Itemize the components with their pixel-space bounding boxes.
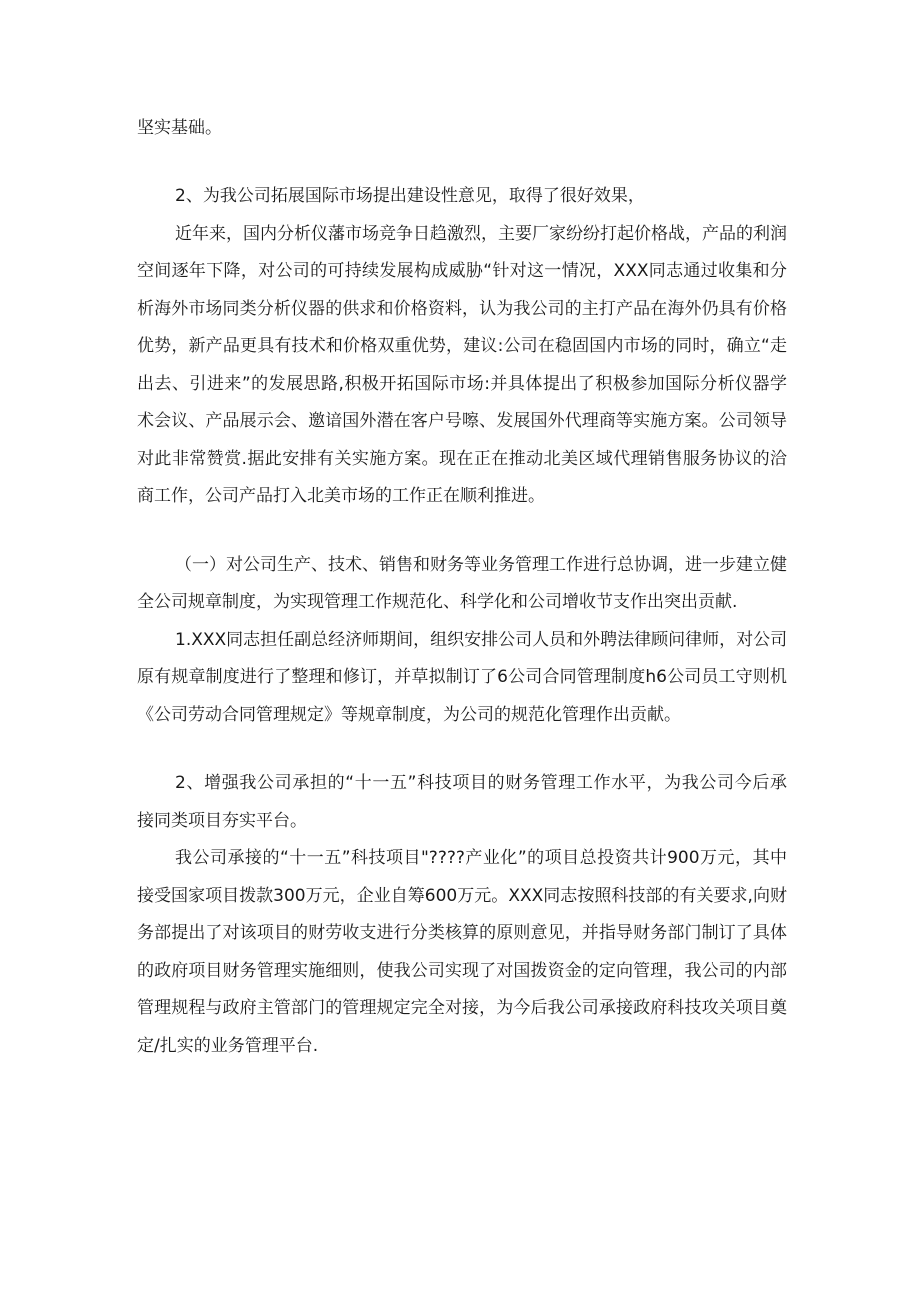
text-line: 务部提出了对该项目的财劳收支进行分类核算的原则意见，并指导财务部门制订了具体 <box>137 923 787 943</box>
text-line: 近年来，国内分析仪藩市场竞争日趋激烈，主要厂家纷纷打起价格战，产品的利润 <box>175 224 787 244</box>
text-line: 出去、引进来”的发展思路,积极开拓国际市场:并具体提出了积极参加国际分析仪器学 <box>137 374 787 394</box>
text-line: 析海外市场同类分析仪器的供求和价格资料，认为我公司的主打产品在海外仍具有价格 <box>137 299 787 319</box>
text-line: 术会议、产品展示会、邀谙国外潜在客户号嚓、发展国外代理商等实施方案。公司领导 <box>137 411 787 431</box>
text-line: 商工作，公司产品打入北美市场的工作正在顺利推进。 <box>137 486 545 506</box>
section-heading: 2、为我公司拓展国际市场提出建设性意见，取得了很好效果， <box>175 186 645 206</box>
text-line: 接受国家项目拨款300万元，企业自筹600万元。XXX同志按照科技部的有关要求,向财 <box>137 886 787 906</box>
text-line: 管理规程与政府主管部门的管理规定完全对接，为今后我公司承接政府科技攻关项目奠 <box>137 998 787 1018</box>
text-line: 坚实基础。 <box>137 118 222 138</box>
text-line: 优势，新产品更具有技术和价格双重优势，建议:公司在稳固国内市场的同时，确立“走 <box>137 336 787 356</box>
text-line: 1.XXX同志担任副总经济师期间，组织安排公司人员和外聘法律顾问律师，对公司 <box>175 630 787 650</box>
text-line: 的政府项目财务管理实施细则，使我公司实现了对国拨资金的定向管理，我公司的内部 <box>137 961 787 981</box>
text-line: 原有规章制度进行了整理和修订，并草拟制订了6公司合同管理制度h6公司员工守则机 <box>137 667 787 687</box>
text-line: 对此非常赞赏.据此安排有关实施方案。现在正在推动北美区域代理销售服务协议的洽 <box>137 449 787 469</box>
text-line: 我公司承接的“十一五”科技项目"????产业化”的项目总投资共计900万元，其中 <box>175 848 787 868</box>
text-line: 全公司规章制度，为实现管理工作规范化、科学化和公司增收节支作出突出贡献. <box>137 592 738 612</box>
text-line: 定/扎实的业务管理平台. <box>137 1036 319 1056</box>
section-heading: 2、增强我公司承担的“十一五”科技项目的财务管理工作水平，为我公司今后承 <box>175 773 787 793</box>
text-line: 《公司劳动合同管理规定》等规章制度，为公司的规范化管理作出贡献。 <box>137 705 681 725</box>
text-line: 空间逐年下降，对公司的可持续发展构成威胁“针对这一情况，XXX同志通过收集和分 <box>137 261 787 281</box>
text-line: 接同类项目夯实平台。 <box>137 811 307 831</box>
section-heading: （一）对公司生产、技术、销售和财务等业务管理工作进行总协调，进一步建立健 <box>175 555 787 575</box>
